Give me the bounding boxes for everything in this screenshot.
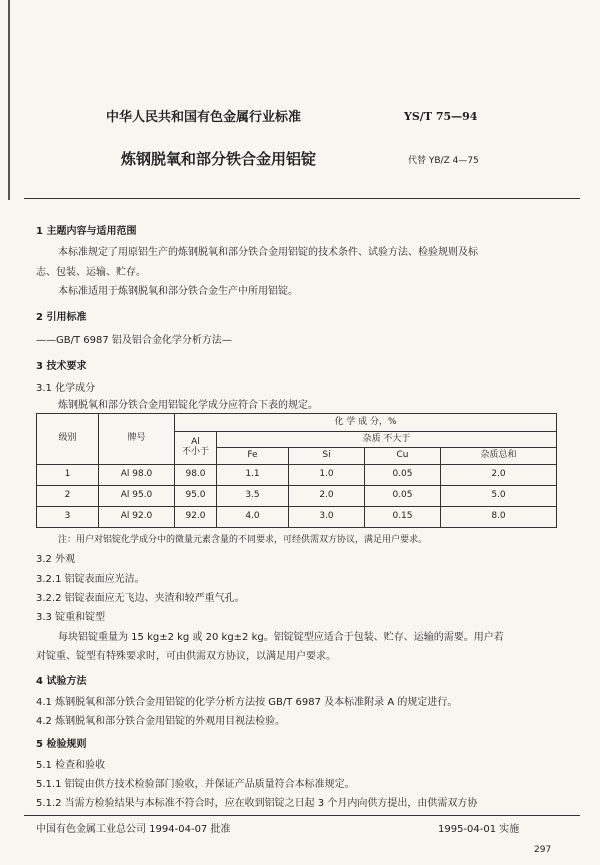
cell-fe: 1.1 — [217, 465, 289, 486]
scan-edge-line — [8, 0, 10, 200]
cell-cu: 0.15 — [365, 507, 441, 528]
cell-grade: 2 — [37, 486, 99, 507]
table-header-cu: Cu — [365, 448, 441, 465]
section-3-2-2: 3.2.2 铝锭表面应无飞边、夹渣和较严重气孔。 — [36, 593, 245, 604]
section-5-heading: 5 检验规则 — [36, 739, 87, 750]
table-row — [37, 486, 557, 507]
cell-al: 95.0 — [175, 486, 217, 507]
cell-al: 98.0 — [175, 465, 217, 486]
replaces-code: 代替 YB/Z 4—75 — [408, 156, 479, 166]
cell-total: 8.0 — [441, 507, 557, 528]
page-number: 297 — [534, 845, 552, 855]
table-header-impurity: 杂质 不大于 — [217, 432, 557, 448]
cell-grade: 3 — [37, 507, 99, 528]
cell-grade: 1 — [37, 465, 99, 486]
table-header-grade: 级别 — [37, 414, 99, 465]
section-5-1-1: 5.1.1 铝锭由供方技术检验部门验收，并保证产品质量符合本标准规定。 — [36, 779, 355, 790]
cell-cu: 0.05 — [365, 486, 441, 507]
implementation-date: 1995-04-01 实施 — [438, 824, 520, 835]
cell-fe: 4.0 — [217, 507, 289, 528]
composition-table — [36, 413, 557, 528]
table-header-total: 杂质总和 — [441, 448, 557, 465]
page-title: 炼钢脱氧和部分铁合金用铝锭 — [121, 150, 317, 168]
footer-rule — [24, 815, 580, 816]
section-1-para-cont: 志、包装、运输、贮存。 — [36, 267, 146, 278]
cell-al: 92.0 — [175, 507, 217, 528]
section-3-1-text: 炼钢脱氧和部分铁合金用铝锭化学成分应符合下表的规定。 — [58, 400, 318, 411]
section-1-heading: 1 主题内容与适用范围 — [36, 226, 137, 237]
cell-cu: 0.05 — [365, 465, 441, 486]
cell-total: 5.0 — [441, 486, 557, 507]
cell-si: 1.0 — [289, 465, 365, 486]
section-3-3-para-cont: 对锭重、锭型有特殊要求时，可由供需双方协议，以满足用户要求。 — [36, 651, 336, 662]
header-rule — [24, 198, 580, 199]
section-3-heading: 3 技术要求 — [36, 361, 87, 372]
section-5-1: 5.1 检查和验收 — [36, 760, 106, 771]
standard-code: YS/T 75—94 — [404, 110, 478, 123]
table-header-si: Si — [289, 448, 365, 465]
table-note: 注：用户对铝锭化学成分中的微量元素含量的不同要求，可经供需双方协议，满足用户要求。 — [58, 535, 428, 545]
reference-standard-text: GB/T 6987 铝及铝合金化学分析方法 — [56, 335, 222, 346]
cell-brand: Al 95.0 — [99, 486, 175, 507]
section-1-para: 本标准规定了用原铝生产的炼钢脱氧和部分铁合金用铝锭的技术条件、试验方法、检验规则及标 — [58, 247, 478, 258]
cell-total: 2.0 — [441, 465, 557, 486]
table-header-brand: 牌号 — [99, 414, 175, 465]
cell-brand: Al 92.0 — [99, 507, 175, 528]
approval-line: 中国有色金属工业总公司 1994-04-07 批准 — [36, 824, 231, 835]
section-3-2-heading: 3.2 外观 — [36, 554, 76, 565]
table-header-chem: 化 学 成 分，% — [175, 414, 557, 432]
section-2-heading: 2 引用标准 — [36, 312, 87, 323]
section-4-1: 4.1 炼钢脱氧和部分铁合金用铝锭的化学分析方法按 GB/T 6987 及本标准附录 A 的规定进行。 — [36, 697, 458, 708]
section-3-3-para: 每块铝锭重量为 15 kg±2 kg 或 20 kg±2 kg。铝锭锭型应适合于包装、贮存、运输的需要。用户若 — [58, 632, 504, 643]
section-4-heading: 4 试验方法 — [36, 676, 87, 687]
table-header-al — [175, 432, 217, 465]
section-3-2-1: 3.2.1 铝锭表面应光洁。 — [36, 574, 145, 585]
cell-si: 2.0 — [289, 486, 365, 507]
cell-si: 3.0 — [289, 507, 365, 528]
table-row — [37, 465, 557, 486]
cell-fe: 3.5 — [217, 486, 289, 507]
table-row — [37, 507, 557, 528]
cell-brand: Al 98.0 — [99, 465, 175, 486]
table-header-al-sub: 不小于 — [181, 447, 209, 457]
section-3-3-heading: 3.3 锭重和锭型 — [36, 612, 106, 623]
section-4-2: 4.2 炼钢脱氧和部分铁合金用铝锭的外观用目视法检验。 — [36, 716, 286, 727]
section-1-para-2: 本标准适用于炼钢脱氧和部分铁合金生产中所用铝锭。 — [58, 286, 298, 297]
section-5-1-2: 5.1.2 当需方检验结果与本标准不符合时，应在收到铝锭之日起 3 个月内向供方提出，由供需双方协 — [36, 798, 478, 809]
section-3-1-heading: 3.1 化学成分 — [36, 383, 96, 394]
table-header-al-label: Al — [191, 437, 200, 448]
table-header-fe: Fe — [217, 448, 289, 465]
reference-standard: ——GB/T 6987 铝及铝合金化学分析方法— — [36, 335, 232, 346]
standard-org: 中华人民共和国有色金属行业标准 — [106, 110, 302, 125]
